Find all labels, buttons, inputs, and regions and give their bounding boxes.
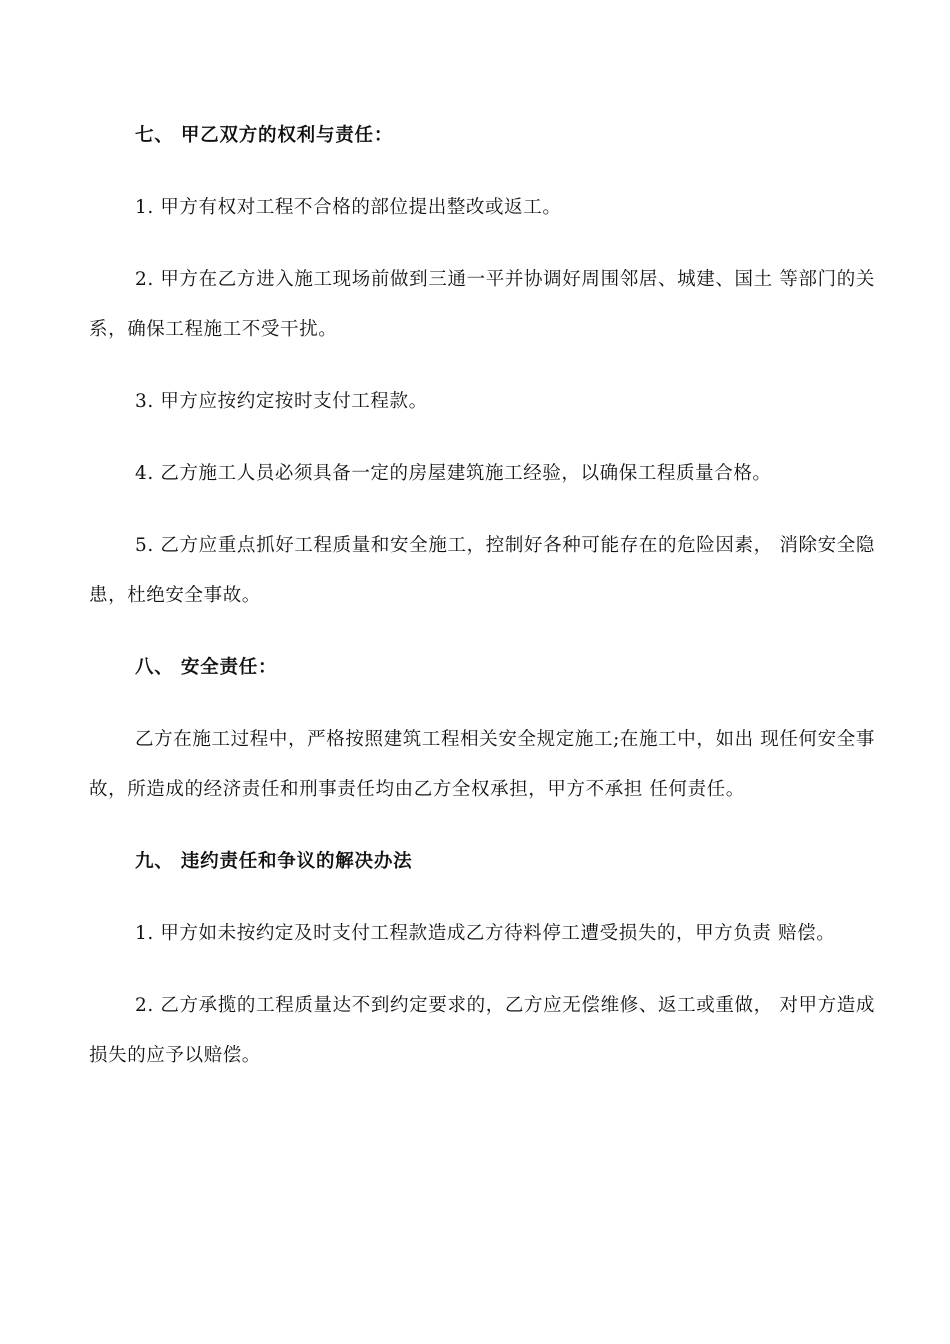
clause-7-3: 3. 甲方应按约定按时支付工程款。: [135, 391, 428, 412]
clause-9-2: 2. 乙方承揽的工程质量达不到约定要求的，乙方应无偿维修、返工或重做， 对甲方造成损失的应予以赔偿。: [89, 995, 875, 1066]
clause-7-5: 5. 乙方应重点抓好工程质量和安全施工，控制好各种可能存在的危险因素， 消除安全隐患，杜绝安全事故。: [89, 535, 875, 606]
section-heading-7: 七、 甲乙双方的权利与责任：: [135, 125, 394, 146]
clause-8-body: 乙方在施工过程中，严格按照建筑工程相关安全规定施工;在施工中，如出 现任何安全事故，所造成的经济责任和刑事责任均由乙方全权承担，甲方不承担 任何责任。: [89, 729, 875, 800]
clause-7-1: 1. 甲方有权对工程不合格的部位提出整改或返工。: [135, 197, 562, 218]
document-body: [89, 111, 875, 1103]
clause-7-2: 2. 甲方在乙方进入施工现场前做到三通一平并协调好周围邻居、城建、国土 等部门的关系，确保工程施工不受干扰。: [89, 269, 875, 340]
section-heading-9: 九、 违约责任和争议的解决办法: [135, 851, 413, 872]
section-heading-8: 八、 安全责任：: [135, 657, 278, 678]
clause-9-1: 1. 甲方如未按约定及时支付工程款造成乙方待料停工遭受损失的，甲方负责 赔偿。: [135, 923, 836, 944]
clause-7-4: 4. 乙方施工人员必须具备一定的房屋建筑施工经验，以确保工程质量合格。: [135, 463, 772, 484]
